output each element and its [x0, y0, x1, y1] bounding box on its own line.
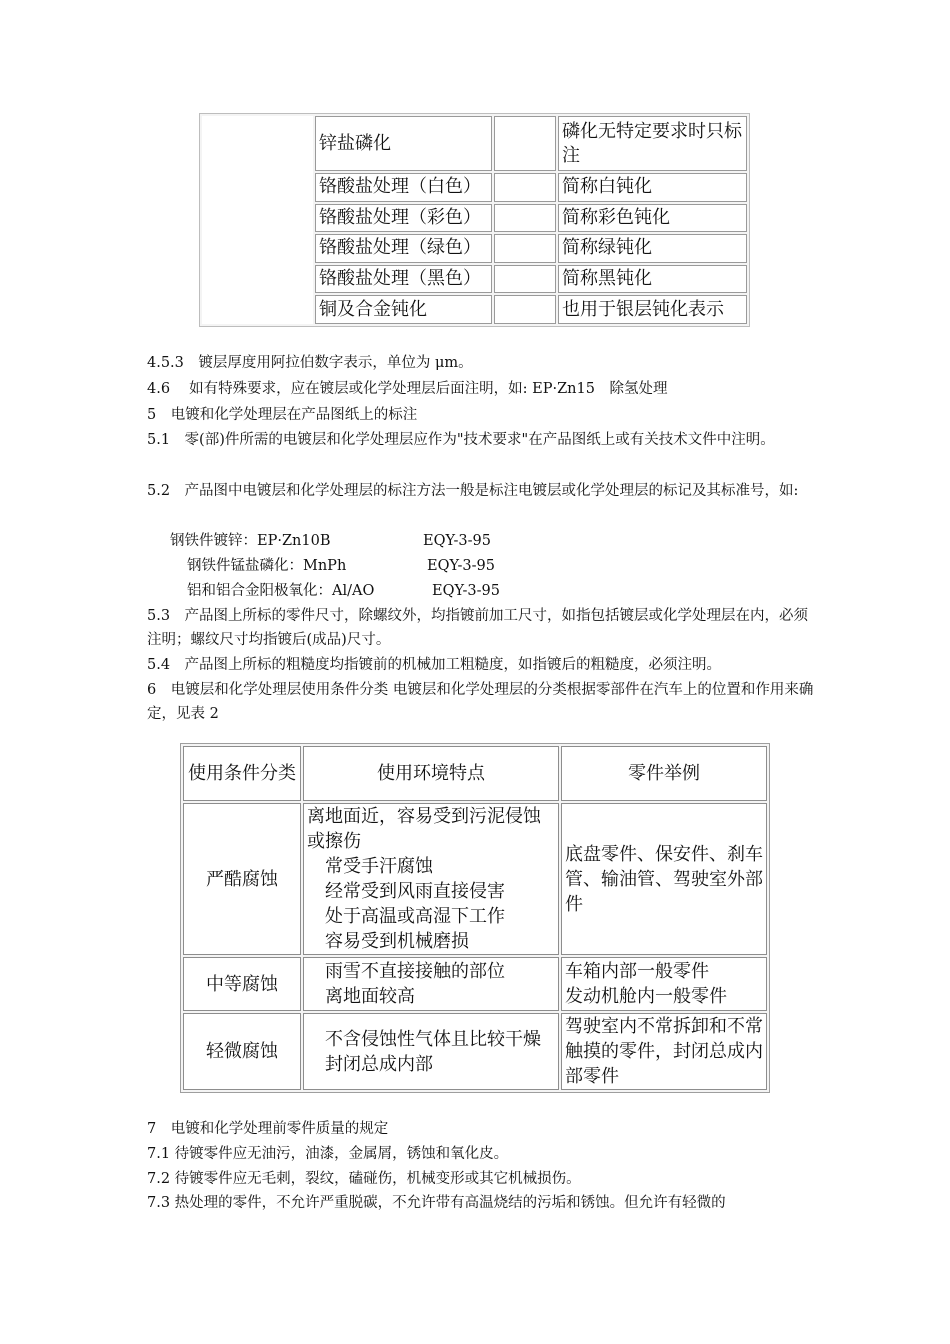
header-parts: 零件举例: [561, 746, 767, 801]
category-medium: 中等腐蚀: [183, 957, 301, 1011]
env-line: 经常受到风雨直接侵害: [325, 881, 505, 902]
clause-4-5-3: 4.5.3 镀层厚度用阿拉伯数字表示，单位为 μm。: [147, 355, 473, 371]
treatment-name: 铬酸盐处理（彩色）: [315, 204, 492, 233]
treatment-note: 简称绿钝化: [558, 234, 747, 263]
treatment-name: 铬酸盐处理（白色）: [315, 173, 492, 202]
table-row: [183, 1013, 767, 1090]
category-severe: 严酷腐蚀: [183, 803, 301, 955]
treatment-note: 也用于银层钝化表示: [558, 295, 747, 324]
surface-treatment-table: [199, 113, 750, 327]
treatment-code: [494, 116, 556, 171]
parts-line: 发动机舱内一般零件: [565, 986, 727, 1007]
clause-5-4: 5.4 产品图上所标的粗糙度均指镀前的机械加工粗糙度，如指镀后的粗糙度，必须注明。: [147, 657, 722, 673]
treatment-note: 磷化无特定要求时只标注: [558, 116, 747, 171]
treatment-code: [494, 204, 556, 233]
parts-medium: [561, 957, 767, 1011]
parts-light: 驾驶室内不常拆卸和不常触摸的零件，封闭总成内部零件: [561, 1013, 767, 1090]
table-row: [202, 116, 747, 171]
clause-5-2: 5.2 产品图中电镀层和化学处理层的标注方法一般是标注电镀层或化学处理层的标记及其标准号，如:: [147, 483, 799, 499]
environment-light: [303, 1013, 559, 1090]
treatment-code: [494, 295, 556, 324]
section-7-heading: 7 电镀和化学处理前零件质量的规定: [147, 1121, 389, 1137]
table-row: [183, 957, 767, 1011]
environment-medium: [303, 957, 559, 1011]
clause-4-6: 4.6 如有特殊要求，应在镀层或化学处理层后面注明，如: EP·Zn15 除氢处理: [147, 381, 668, 397]
clause-5-3: 5.3 产品图上所标的零件尺寸，除螺纹外，均指镀前加工尺寸，如指包括镀层或化学处理层在内，必须注明；螺纹尺寸均指镀后(成品)尺寸。: [147, 608, 809, 648]
clause-7-1: 7.1 待镀零件应无油污，油漆，金属屑，锈蚀和氧化皮。: [147, 1146, 509, 1162]
example-mn-phosphating-std: EQY-3-95: [427, 558, 495, 574]
merged-category-cell: [202, 116, 313, 324]
env-line: 不含侵蚀性气体且比较干燥: [325, 1028, 541, 1050]
env-line: 离地面较高: [325, 986, 415, 1007]
clause-7-3: 7.3 热处理的零件，不允许严重脱碳，不允许带有高温烧结的污垢和锈蚀。但允许有轻微的: [147, 1195, 726, 1211]
treatment-note: 简称黑钝化: [558, 265, 747, 294]
treatment-name: 铜及合金钝化: [315, 295, 492, 324]
parts-line: 车箱内部一般零件: [565, 961, 709, 982]
environment-severe: [303, 803, 559, 955]
treatment-note: 简称彩色钝化: [558, 204, 747, 233]
usage-condition-table: [180, 743, 770, 1093]
table-row: [183, 803, 767, 955]
clause-7-2: 7.2 待镀零件应无毛刺，裂纹，磕碰伤，机械变形或其它机械损伤。: [147, 1171, 581, 1187]
treatment-name: 铬酸盐处理（黑色）: [315, 265, 492, 294]
clause-6: 6 电镀层和化学处理层使用条件分类 电镀层和化学处理层的分类根据零部件在汽车上的位置和作用来确定，见表 2: [147, 682, 814, 722]
env-line: 处于高温或高湿下工作: [325, 906, 505, 927]
treatment-name: 铬酸盐处理（绿色）: [315, 234, 492, 263]
treatment-name: 锌盐磷化: [315, 116, 492, 171]
example-zinc-plating: 钢铁件镀锌：EP·Zn10B: [170, 533, 331, 549]
env-line: 离地面近，容易受到污泥侵蚀或擦伤: [307, 806, 541, 852]
treatment-note: 简称白钝化: [558, 173, 747, 202]
header-environment: 使用环境特点: [303, 746, 559, 801]
treatment-code: [494, 265, 556, 294]
example-zinc-plating-std: EQY-3-95: [423, 533, 491, 549]
section-5-heading: 5 电镀和化学处理层在产品图纸上的标注: [147, 407, 418, 423]
table-header-row: [183, 746, 767, 801]
treatment-code: [494, 173, 556, 202]
header-category: 使用条件分类: [183, 746, 301, 801]
example-anodizing: 铝和铝合金阳极氧化：Al/AO: [187, 583, 375, 599]
treatment-code: [494, 234, 556, 263]
env-line: 雨雪不直接接触的部位: [325, 961, 505, 982]
env-line: 封闭总成内部: [325, 1053, 433, 1075]
clause-5-1: 5.1 零(部)件所需的电镀层和化学处理层应作为"技术要求"在产品图纸上或有关技术文件中注明。: [147, 432, 775, 448]
env-line: 常受手汗腐蚀: [325, 856, 433, 877]
env-line: 容易受到机械磨损: [325, 931, 469, 952]
example-mn-phosphating: 钢铁件锰盐磷化：MnPh: [187, 558, 347, 574]
example-anodizing-std: EQY-3-95: [432, 583, 500, 599]
category-light: 轻微腐蚀: [183, 1013, 301, 1090]
parts-severe: 底盘零件、保安件、刹车管、输油管、驾驶室外部件: [561, 803, 767, 955]
